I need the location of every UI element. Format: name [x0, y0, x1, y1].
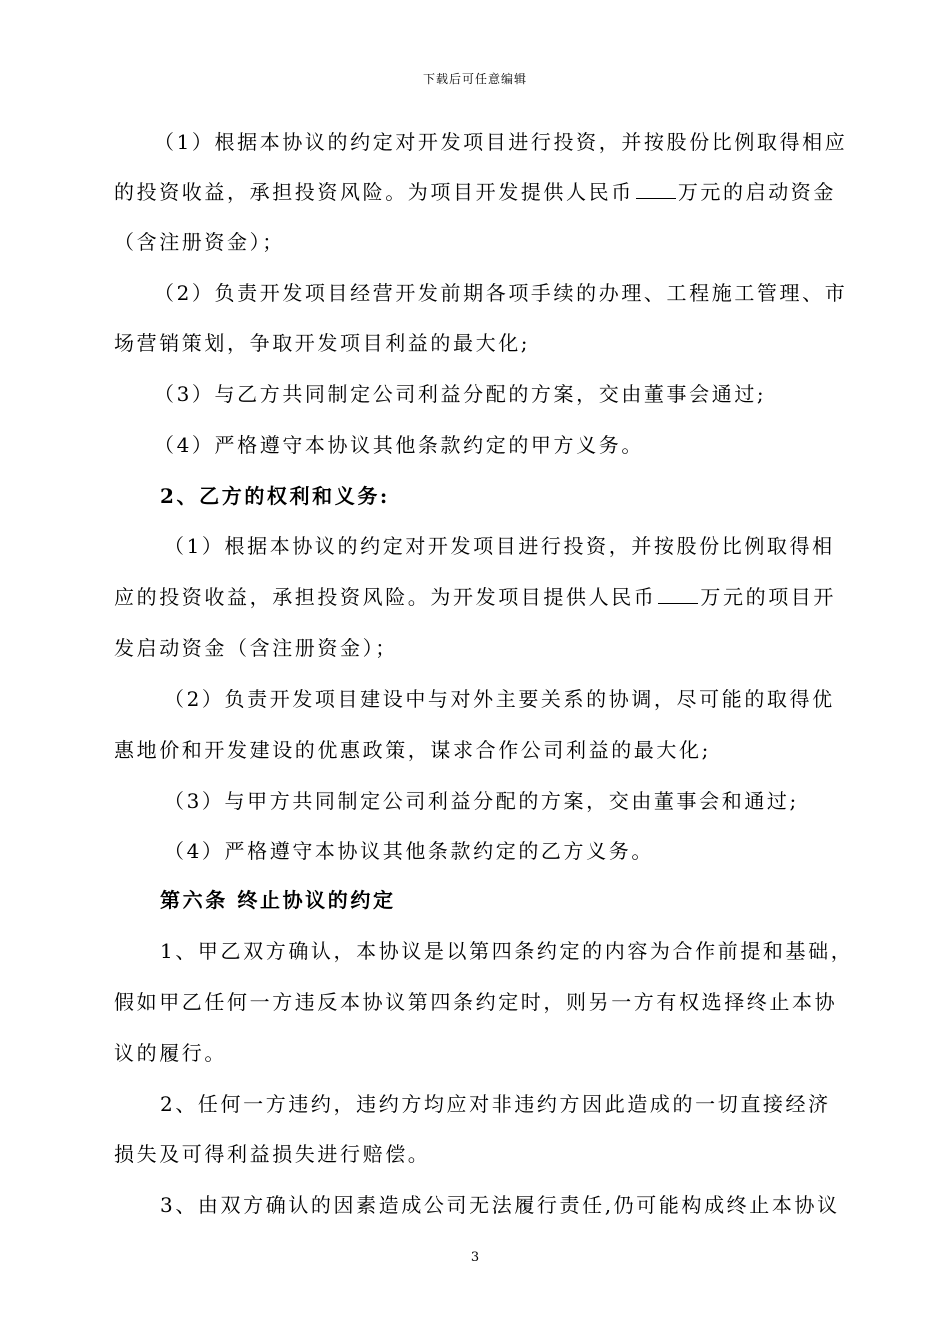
text-line: 应的投资收益，承担投资风险。为开发项目提供人民币 万元的项目开 — [114, 585, 837, 609]
text-line: 发启动资金（含注册资金）； — [114, 636, 398, 660]
text-line: 议的履行。 — [114, 1041, 227, 1065]
text-line: （4）严格遵守本协议其他条款约定的甲方义务。 — [154, 433, 644, 457]
fill-blank — [636, 180, 676, 199]
text-line: （含注册资金）； — [114, 230, 285, 254]
text-line: （1）根据本协议的约定对开发项目进行投资，并按股份比例取得相 — [164, 534, 835, 558]
text-line: 假如甲乙任何一方违反本协议第四条约定时，则另一方有权选择终止本协 — [114, 990, 838, 1014]
fill-blank — [658, 585, 698, 604]
section-heading: 2、乙方的权利和义务: — [160, 484, 390, 508]
text-line: （2）负责开发项目经营开发前期各项手续的办理、工程施工管理、市 — [154, 281, 848, 305]
text-line: 的投资收益，承担投资风险。为项目开发提供人民币 万元的启动资金 — [114, 180, 837, 204]
text-line: （1）根据本协议的约定对开发项目进行投资，并按股份比例取得相应 — [154, 130, 848, 154]
text-line: 惠地价和开发建设的优惠政策，谋求合作公司利益的最大化; — [114, 738, 711, 762]
text-line: （4）严格遵守本协议其他条款约定的乙方义务。 — [164, 839, 654, 863]
text-line: 3、由双方确认的因素造成公司无法履行责任,仍可能构成终止本协议 — [160, 1193, 840, 1217]
text-line: （3）与甲方共同制定公司利益分配的方案，交由董事会和通过; — [164, 789, 799, 813]
text-line: （2）负责开发项目建设中与对外主要关系的协调，尽可能的取得优 — [164, 687, 835, 711]
page-header: 下载后可任意编辑 — [422, 72, 527, 86]
text-line: 场营销策划，争取开发项目利益的最大化; — [114, 331, 531, 355]
text-line: 2、任何一方违约，违约方均应对非违约方因此造成的一切直接经济 — [160, 1092, 831, 1116]
text-line: 1、甲乙双方确认，本协议是以第四条约定的内容为合作前提和基础， — [160, 939, 854, 963]
text-line: 损失及可得利益损失进行赔偿。 — [114, 1142, 431, 1166]
page-number: 3 — [470, 1250, 480, 1265]
article-heading: 第六条 终止协议的约定 — [160, 888, 396, 912]
text-line: （3）与乙方共同制定公司利益分配的方案，交由董事会通过; — [154, 382, 767, 406]
